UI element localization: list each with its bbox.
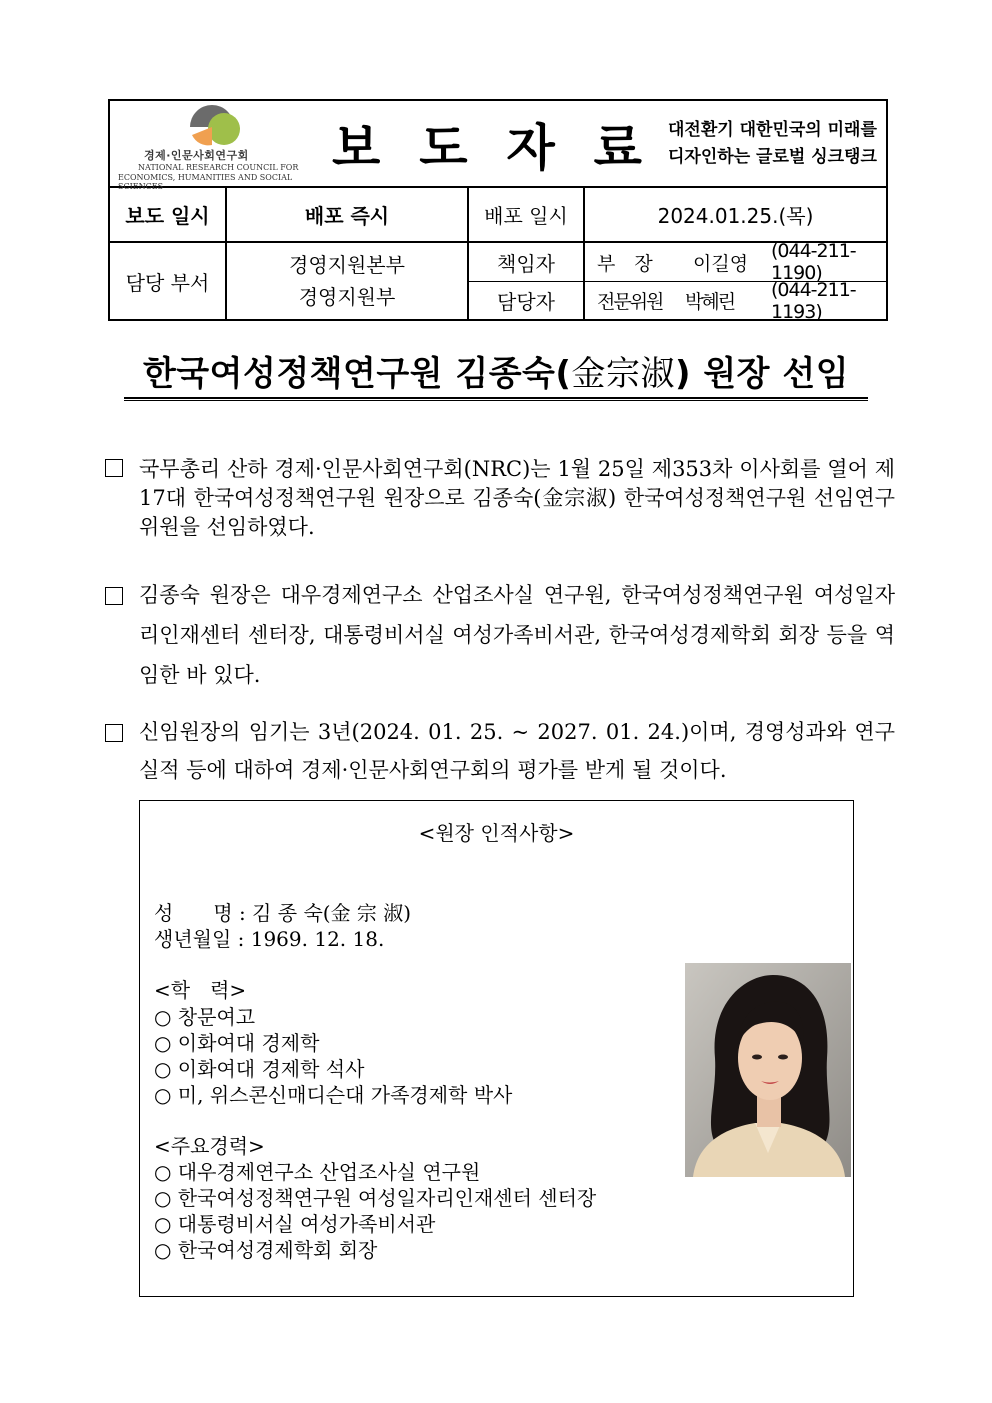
- checkbox-bullet-icon: [105, 459, 123, 477]
- contact-info: [585, 278, 886, 323]
- career-item: ○ 대우경제연구소 산업조사실 연구원: [154, 1160, 481, 1184]
- logo-english-name-line2: ECONOMICS, HUMANITIES AND SOCIAL SCIENCES: [118, 173, 293, 191]
- director-portrait-photo: [685, 963, 851, 1177]
- release-date-label: 배포 일시: [484, 203, 568, 228]
- education-item: ○ 미, 위스콘신매디슨대 가족경제학 박사: [154, 1083, 513, 1107]
- paragraph-3: [105, 720, 895, 800]
- career-header: <주요경력>: [154, 1134, 265, 1158]
- headline-hanja: 金宗淑: [571, 353, 675, 394]
- headline: [124, 343, 868, 397]
- paragraph-text: 신임원장의 임기는 3년(2024. 01. 25. ~ 2027. 01. 24.)이며, 경영성과와 연구실적 등에 대하여 경제·인문사회연구회의 평가를 받게 될 것이다.: [139, 720, 895, 782]
- slogan: [668, 117, 877, 171]
- logo-korean-name: 경제·인문사회연구회: [144, 149, 249, 162]
- nrc-logo-mark-icon: [182, 105, 252, 149]
- profile-title: <원장 인적사항>: [418, 821, 575, 845]
- press-release-header: [108, 99, 888, 321]
- department-label: 담당 부서: [125, 270, 210, 295]
- education-header: <학 력>: [154, 978, 247, 1002]
- slogan-line: 디자인하는 글로벌 싱크탱크: [668, 147, 877, 167]
- slogan-line: 대전환기 대한민국의 미래를: [668, 120, 877, 140]
- release-date-value: 2024.01.25.(목): [657, 203, 814, 228]
- document-title-char: 자: [506, 119, 555, 177]
- document-title-char: 료: [593, 119, 642, 177]
- department-line: 경영지원본부: [289, 253, 405, 277]
- checkbox-bullet-icon: [105, 587, 123, 605]
- department-line: 경영지원부: [298, 285, 396, 309]
- headline-underline: [124, 397, 868, 399]
- nrc-logo: [110, 101, 320, 191]
- report-date-value: 배포 즉시: [304, 203, 390, 228]
- manager-label: 책임자: [497, 251, 555, 276]
- document-title-char: 도: [419, 119, 468, 177]
- manager-title: 부 장: [597, 252, 653, 275]
- manager-name: 이길영: [693, 252, 749, 275]
- manager-phone: (044-211-1190): [771, 240, 856, 284]
- career-item: ○ 한국여성경제학회 회장: [154, 1238, 378, 1262]
- contact-name: 박혜린: [685, 291, 735, 313]
- education-item: ○ 이화여대 경제학: [154, 1031, 320, 1055]
- contact-label: 담당자: [497, 290, 555, 314]
- headline-text: 한국여성정책연구원 김종숙(: [142, 353, 572, 394]
- education-item: ○ 이화여대 경제학 석사: [154, 1057, 365, 1081]
- profile-birthdate: 생년월일 : 1969. 12. 18.: [154, 927, 385, 951]
- career-item: ○ 한국여성정책연구원 여성일자리인재센터 센터장: [154, 1186, 597, 1210]
- department-value: [227, 243, 467, 319]
- document-title: [332, 111, 642, 177]
- headline-text: ) 원장 선임: [674, 353, 850, 394]
- education-item: ○ 창문여고: [154, 1005, 256, 1029]
- paragraph-1: [105, 455, 895, 555]
- profile-box: [139, 800, 854, 1297]
- paragraph-text: 국무총리 산하 경제·인문사회연구회(NRC)는 1월 25일 제353차 이사회를 열어 제17대 한국여성정책연구원 원장으로 김종숙(金宗淑) 한국여성정책연구원 선임연구위원을 선임하였다.: [139, 457, 895, 539]
- contact-title: 전문위원: [597, 291, 663, 313]
- contact-phone: (044-211-1193): [771, 278, 856, 323]
- report-date-label: 보도 일시: [125, 203, 210, 228]
- checkbox-bullet-icon: [105, 724, 123, 742]
- profile-name: 성 명 : 김 종 숙(金 宗 淑): [154, 901, 412, 925]
- document-title-char: 보: [332, 119, 381, 177]
- career-item: ○ 대통령비서실 여성가족비서관: [154, 1212, 436, 1236]
- paragraph-text: 김종숙 원장은 대우경제연구소 산업조사실 연구원, 한국여성정책연구원 여성일자리인재센터 센터장, 대통령비서실 여성가족비서관, 한국여성경제학회 회장 등을 역임한 바 있다.: [139, 583, 895, 687]
- headline-underline: [124, 400, 868, 401]
- paragraph-2: [105, 583, 895, 703]
- logo-english-name-line1: NATIONAL RESEARCH COUNCIL FOR: [138, 163, 299, 172]
- manager-info: [585, 240, 886, 284]
